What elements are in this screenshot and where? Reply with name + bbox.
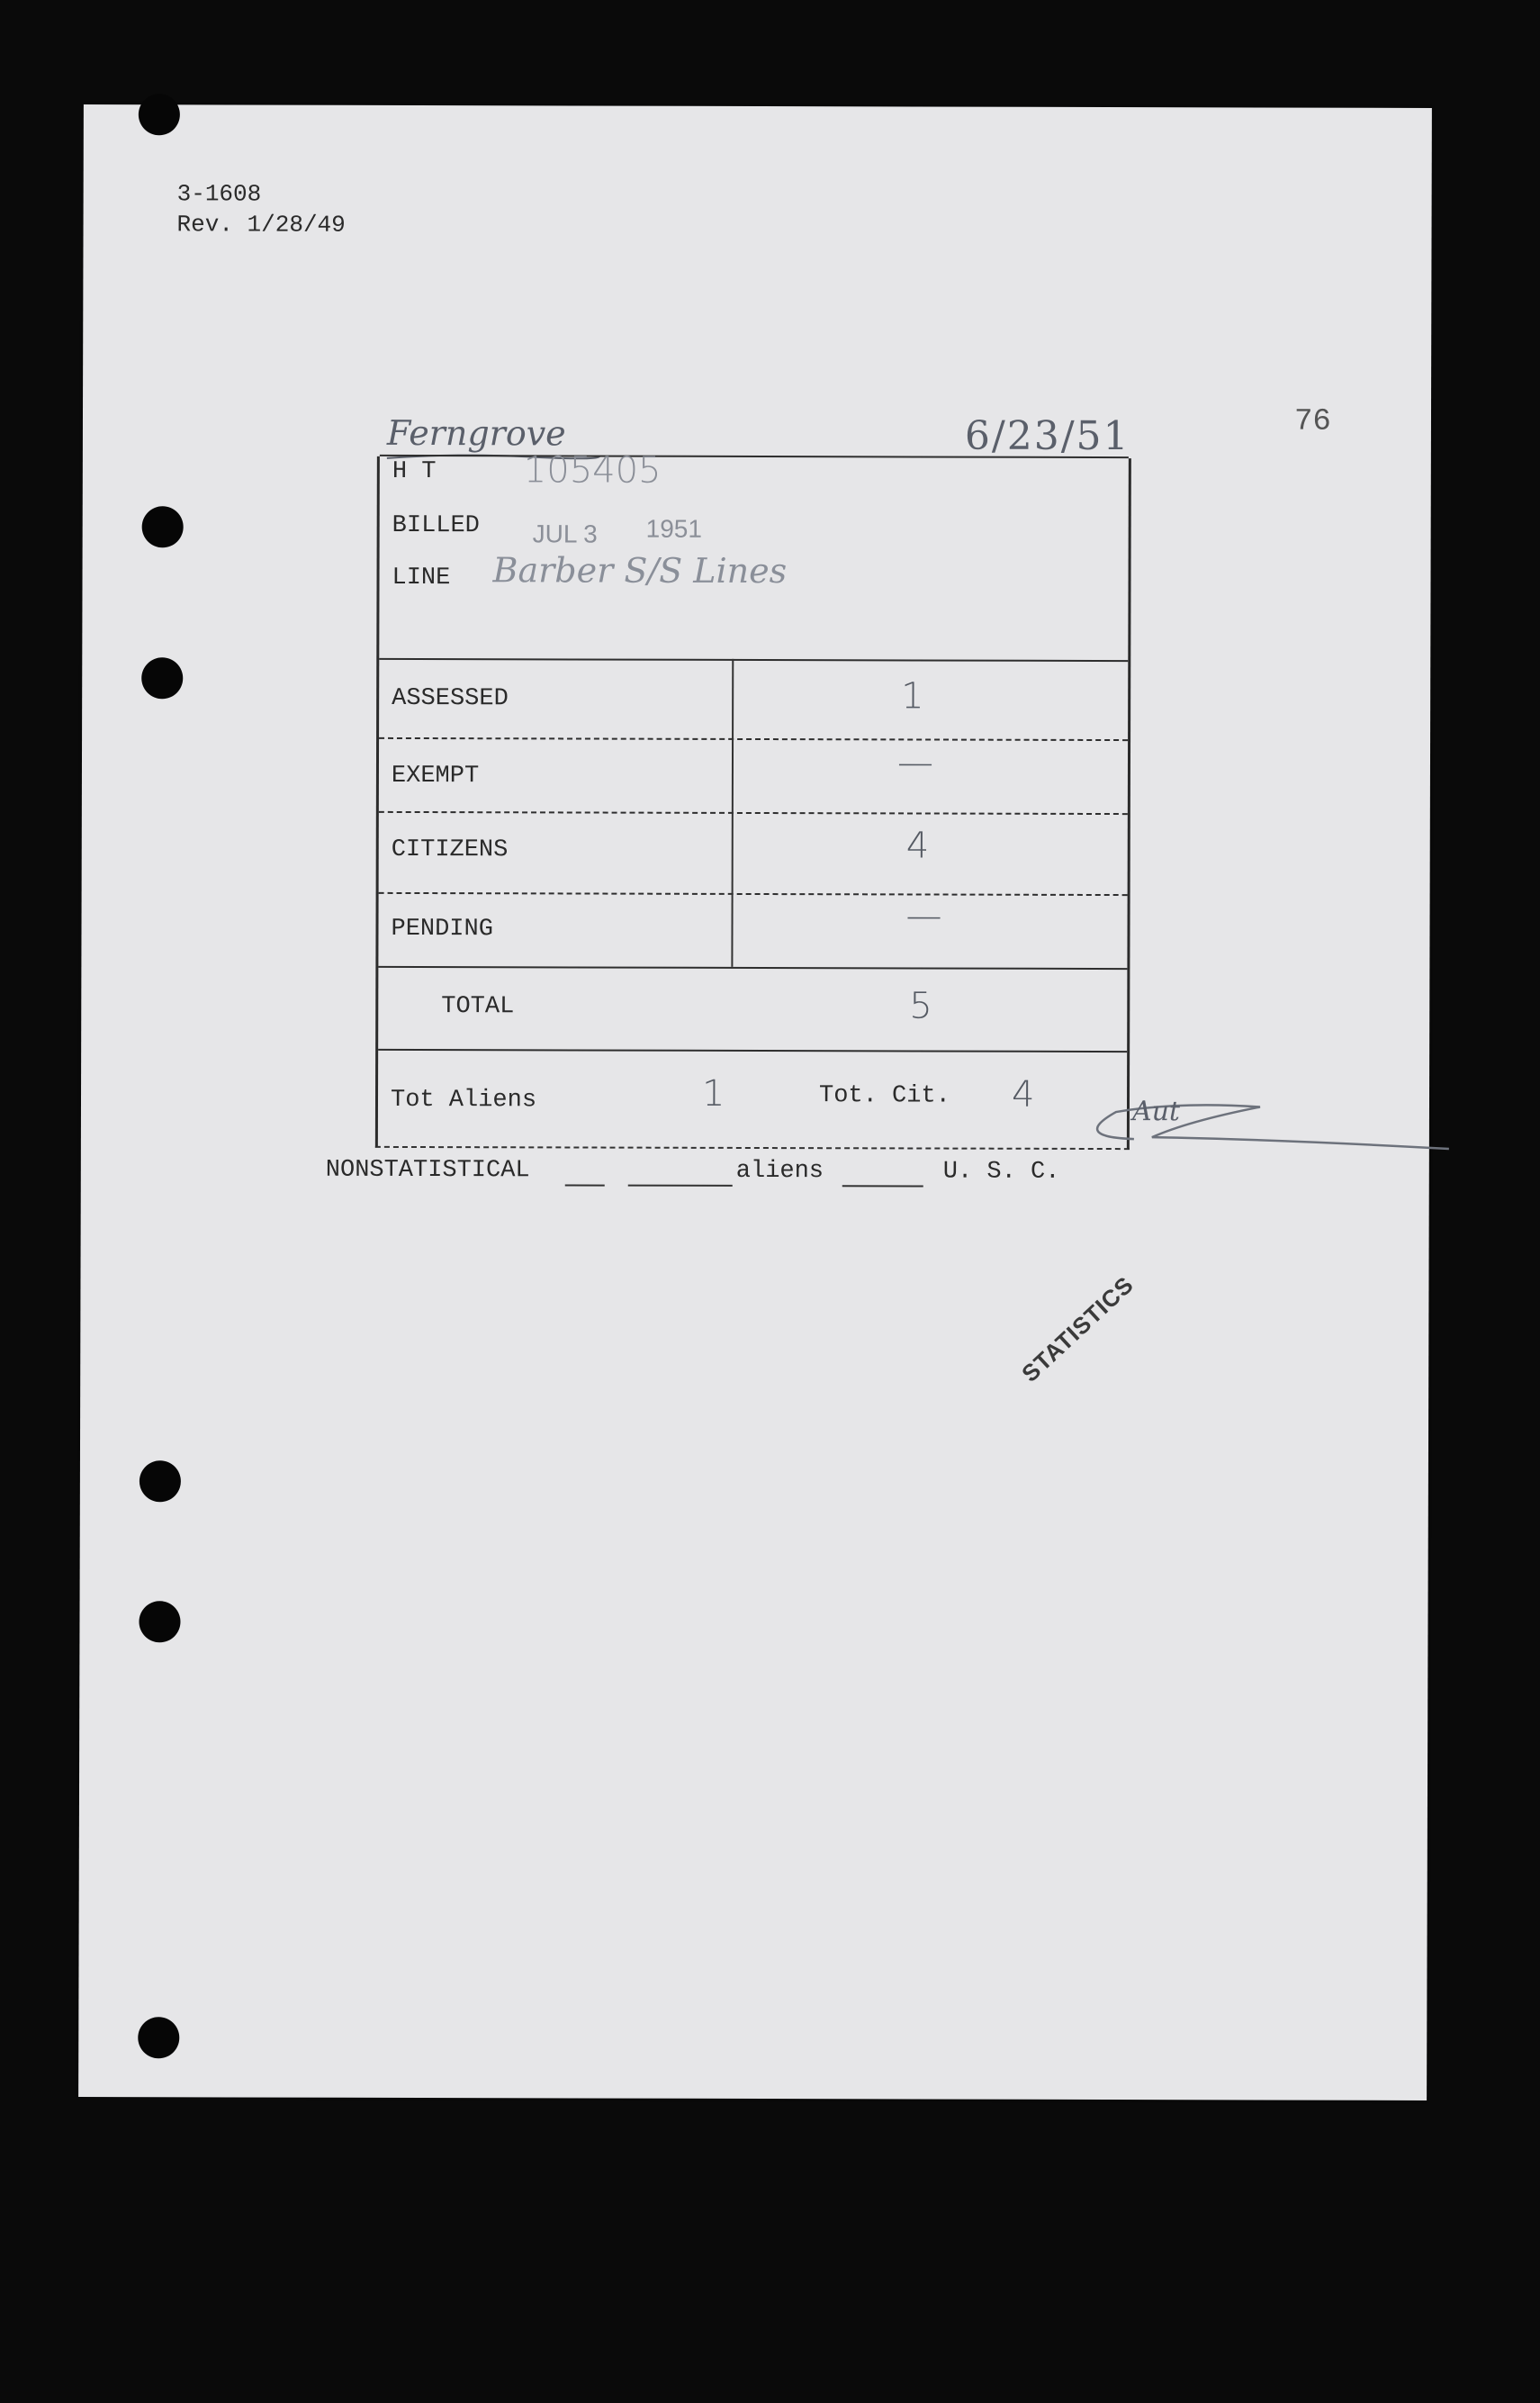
nonstatistical-label: NONSTATISTICAL: [325, 1156, 530, 1185]
line-value-handwritten: Barber S/S Lines: [492, 550, 788, 592]
form-number: 3-1608: [176, 180, 262, 208]
total-label: TOTAL: [441, 993, 515, 1021]
ht-label: H T: [392, 457, 437, 486]
tot-aliens-value: 1: [701, 1072, 725, 1115]
record-box: [375, 449, 1131, 1150]
billed-label: BILLED: [392, 511, 480, 540]
assessed-value: 1: [901, 675, 924, 718]
citizens-value: 4: [905, 825, 930, 867]
billed-stamp-year: 1951: [645, 514, 703, 543]
billed-stamp-date: JUL 3: [532, 519, 598, 548]
punch-hole: [139, 1601, 180, 1642]
aliens-label: aliens: [735, 1157, 824, 1186]
nonstatistical-blank-1: [565, 1184, 605, 1186]
document-page: [78, 104, 1432, 2100]
nonstatistical-blank-2: [628, 1185, 733, 1187]
line-label: LINE: [392, 564, 451, 592]
ht-value: 105405: [523, 449, 662, 492]
exempt-label: EXEMPT: [391, 762, 480, 790]
total-value: 5: [909, 985, 932, 1027]
row-separator: [379, 892, 1128, 896]
punch-hole: [139, 94, 180, 135]
row-separator: [378, 1049, 1127, 1052]
initials-swoosh: [1053, 1085, 1467, 1158]
tot-cit-value: 4: [1011, 1073, 1035, 1116]
pending-value: —: [905, 895, 942, 937]
punch-hole: [140, 1460, 181, 1502]
page-number: 76: [1293, 404, 1331, 439]
exempt-value: —: [896, 742, 934, 784]
initials-handwritten: Aut: [1131, 1096, 1181, 1128]
date-handwritten: 6/23/51: [964, 412, 1130, 460]
row-separator: [379, 737, 1128, 741]
tot-cit-label: Tot. Cit.: [818, 1082, 950, 1110]
punch-hole: [141, 657, 183, 699]
usc-label: U. S. C.: [942, 1158, 1060, 1186]
row-separator: [379, 658, 1128, 662]
pending-label: PENDING: [391, 915, 493, 944]
form-revision: Rev. 1/28/49: [176, 211, 346, 239]
punch-hole: [138, 2017, 179, 2058]
tot-aliens-label: Tot Aliens: [390, 1086, 537, 1115]
row-separator: [379, 811, 1128, 815]
statistics-stamp: STATISTICS: [1016, 1270, 1139, 1387]
punch-hole: [142, 506, 184, 547]
citizens-label: CITIZENS: [391, 836, 509, 864]
row-separator: [378, 966, 1127, 970]
assessed-label: ASSESSED: [392, 684, 509, 713]
vessel-name-handwritten: Ferngrove: [386, 412, 566, 454]
aliens-blank: [842, 1185, 923, 1187]
